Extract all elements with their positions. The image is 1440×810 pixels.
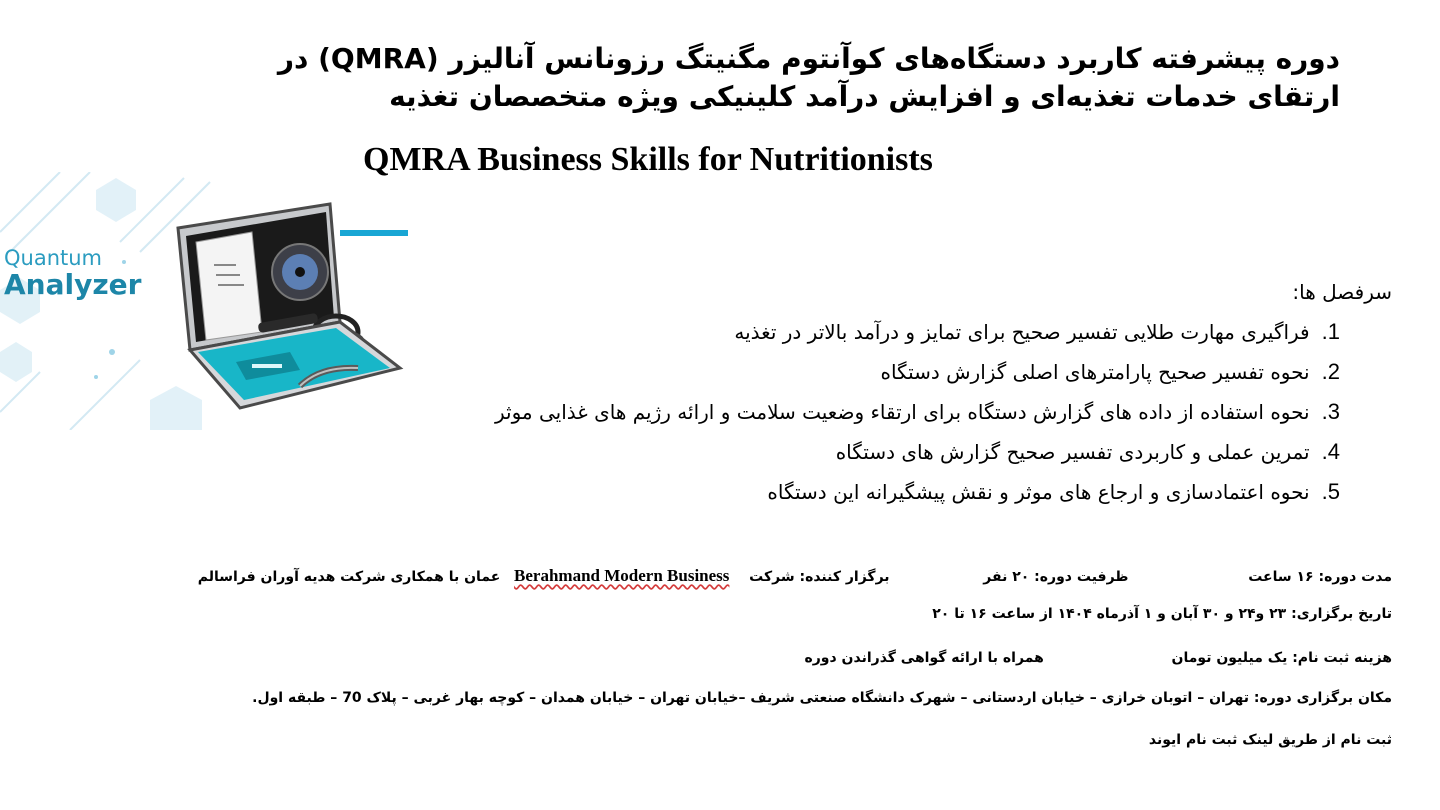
dates-text: تاریخ برگزاری: ۲۳ و۲۴ و ۳۰ آبان و ۱ آذرماه ۱۴۰۴ از ساعت ۱۶ تا ۲۰ — [932, 606, 1392, 622]
syllabus-item — [495, 352, 1340, 392]
syllabus-item — [495, 312, 1340, 352]
quantum-analyzer-promo-image — [0, 172, 412, 430]
brand-logo-line-2: Analyzer — [4, 268, 142, 301]
syllabus-item — [495, 432, 1340, 472]
capacity-text: ظرفیت دوره: ۲۰ نفر — [983, 569, 1129, 585]
organizer-prefix: برگزار کننده: شرکت — [749, 569, 890, 585]
syllabus-item-number: 5. — [1321, 479, 1340, 504]
organizer-company-name: Berahmand Modern Business — [514, 566, 730, 585]
title-block — [160, 40, 1340, 116]
brand-logo — [4, 248, 141, 299]
details-row-location — [252, 686, 1392, 710]
syllabus-item-number: 4. — [1321, 439, 1340, 464]
syllabus-item-number: 1. — [1321, 319, 1340, 344]
organizer-suffix: عمان با همکاری شرکت هدیه آوران فراسالم — [197, 569, 501, 585]
details-row-fee — [804, 646, 1392, 670]
syllabus-item-number: 2. — [1321, 359, 1340, 384]
syllabus-item-text: نحوه استفاده از داده های گزارش دستگاه برای ارتقاء وضعیت سلامت و ارائه رژیم های غذایی موثر — [494, 400, 1310, 424]
fee-note-text: همراه با ارائه گواهی گذراندن دوره — [804, 650, 1044, 666]
syllabus-item-text: نحوه تفسیر صحیح پارامترهای اصلی گزارش دستگاه — [880, 360, 1310, 384]
persian-title-line-1: دوره پیشرفته کاربرد دستگاه‌های کوآنتوم مگنیتگ رزونانس آنالیزر (QMRA) در — [277, 42, 1340, 75]
syllabus-item-text: فراگیری مهارت طلایی تفسیر صحیح برای تمایز و درآمد بالاتر در تغذیه — [734, 320, 1310, 344]
persian-title-line-2: ارتقای خدمات تغذیه‌ای و افزایش درآمد کلینیکی ویژه متخصصان تغذیه — [389, 80, 1340, 113]
syllabus-item — [495, 392, 1340, 432]
brand-logo-line-1: Quantum — [4, 246, 103, 270]
accent-bar — [340, 230, 408, 236]
syllabus-item-text: نحوه اعتمادسازی و ارجاع های موثر و نقش پیشگیرانه این دستگاه — [767, 480, 1310, 504]
details-row-dates — [932, 602, 1392, 626]
duration-text: مدت دوره: ۱۶ ساعت — [1248, 569, 1392, 585]
syllabus-item — [495, 472, 1340, 512]
decor-hexagon-1 — [96, 178, 136, 222]
fee-text: هزینه ثبت نام: یک میلیون تومان — [1171, 650, 1392, 666]
registration-text: ثبت نام از طریق لینک ثبت نام ایوند — [1148, 732, 1392, 748]
decor-hexagon-4 — [0, 342, 32, 382]
english-title: QMRA Business Skills for Nutritionists — [363, 141, 933, 178]
syllabus-list — [495, 312, 1340, 512]
details-row-duration-capacity-organizer — [198, 564, 1392, 589]
location-text: مکان برگزاری دوره: تهران – اتوبان خرازی – خیابان اردستانی – شهرک دانشگاه صنعتی شریف –خیابان تهران – خیابان همدان – کوچه بهار غربی – پلاک 70 – طبقه اول. — [252, 690, 1392, 706]
syllabus-item-text: تمرین عملی و کاربردی تفسیر صحیح گزارش های دستگاه — [835, 440, 1310, 464]
details-row-registration — [1149, 728, 1392, 752]
syllabus-item-number: 3. — [1321, 399, 1340, 424]
syllabus-heading: سرفصل ها: — [1292, 280, 1392, 304]
decor-hexagon-3 — [150, 386, 202, 430]
promo-illustration — [0, 172, 412, 430]
